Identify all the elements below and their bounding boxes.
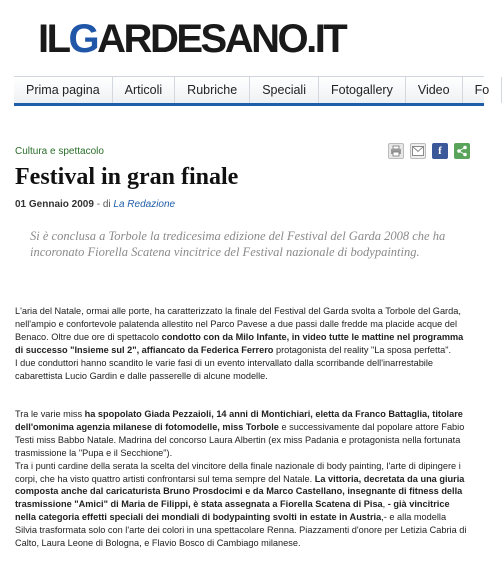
text-segment: L'aria del Natale, ormai alle porte, ha caratterizzato la finale del Festival del Garda svolta a Torbole del Garda, nell'ampio e confortevole palatenda allestito nel Parco Pavese a due passi dalle fredde ma placide acque del Benaco. Oltre due ore di spettacolo	[15, 306, 461, 342]
text-segment: ,- e alla modella Silvia trasformata solo con l'arte dei colori in una spettacolare Renna. Piazzamenti d'onore per Letizia Cabria di Calto, Laura Leone di Bologna, e Flavio Bosco di Cambiago milanese.	[15, 512, 467, 549]
article-title: Festival in gran finale	[15, 164, 239, 190]
article-date: 01 Gennaio 2009	[15, 199, 94, 210]
article-lead: Si è conclusa a Torbole la tredicesima edizione del Festival del Garda 2008 che ha incoronato Fiorella Scatena vincitrice del Festival nazionale di bodypainting.	[30, 229, 446, 259]
article-byline	[15, 199, 175, 210]
site-logo[interactable]	[38, 16, 345, 62]
nav-articoli[interactable]: Articoli	[113, 77, 176, 103]
nav-video[interactable]: Video	[406, 77, 463, 103]
facebook-icon[interactable]: f	[432, 143, 448, 159]
byline-separator: - di	[93, 199, 114, 210]
nav-fotogallery[interactable]: Fotogallery	[319, 77, 406, 103]
article-paragraph-2	[15, 408, 470, 550]
mail-icon[interactable]	[410, 143, 426, 159]
article-author[interactable]: La Redazione	[113, 199, 176, 210]
logo-suffix: ARDESANO.IT	[97, 17, 346, 61]
text-segment-bold: - già vincitrice nella categoria effetti speciali dei mondiali di bodypainting svolti in estate in Austria	[15, 499, 450, 523]
text-segment-bold: ha spopolato Giada Pezzaioli, 14 anni di Montichiari, eletta da Franco Battaglia, titolare dell'omonima agenzia milanese di fotomodelle, miss Torbole	[15, 409, 463, 432]
text-segment-bold: La vittoria, decretata da una giuria composta anche dal caricaturista Bruno Prosdocimi e da Marco Castellano, insegnante di fitness della trasmissione "Amici" di Maria de Filippi, è stata assegnata a Fiorella Scatena di Pisa	[15, 473, 465, 510]
article-paragraph-1	[15, 305, 470, 382]
logo-prefix: IL	[38, 17, 69, 61]
share-toolbar	[388, 143, 470, 159]
text-segment-bold: condotto con da Milo Infante, in video tutte le mattine nel programma di successo "Insieme sul 2", affiancato da Federica Ferrero	[15, 331, 464, 355]
nav-prima-pagina[interactable]: Prima pagina	[14, 77, 113, 103]
print-icon[interactable]	[388, 143, 404, 159]
text-segment: ,	[382, 499, 388, 510]
logo-highlight: G	[68, 17, 98, 61]
nav-rubriche[interactable]: Rubriche	[175, 77, 250, 103]
text-segment: Tra i punti cardine della serata la scelta del vincitore della finale nazionale di body painting, l'arte di dipingere i corpi, che ha visto quattro artisti confrontarsi sul tema sempre del Natale.	[15, 460, 461, 484]
text-segment: protagonista del reality "La sposa perfetta".	[273, 344, 452, 355]
text-segment: e successivamente dal popolare attore Fabio Testi miss Babbo Natale. Madrina del concorso Laura Albertin (ex miss Padania e protagonista nella fortunata trasmissione la "Pupa e il Secchione").	[15, 421, 465, 458]
text-segment: Tra le varie miss	[15, 409, 85, 419]
text-segment: I due conduttori hanno scandito le varie fasi di un evento intervallato dalla scorribande dell'inarrestabile cabarettista Lucio Gardin e dalle passerelle di alcune modelle.	[15, 357, 433, 381]
section-link[interactable]: Cultura e spettacolo	[15, 146, 104, 157]
share-icon[interactable]	[454, 143, 470, 159]
nav-speciali[interactable]: Speciali	[250, 77, 319, 103]
nav-fo[interactable]: Fo	[463, 77, 502, 103]
main-nav	[14, 76, 490, 106]
